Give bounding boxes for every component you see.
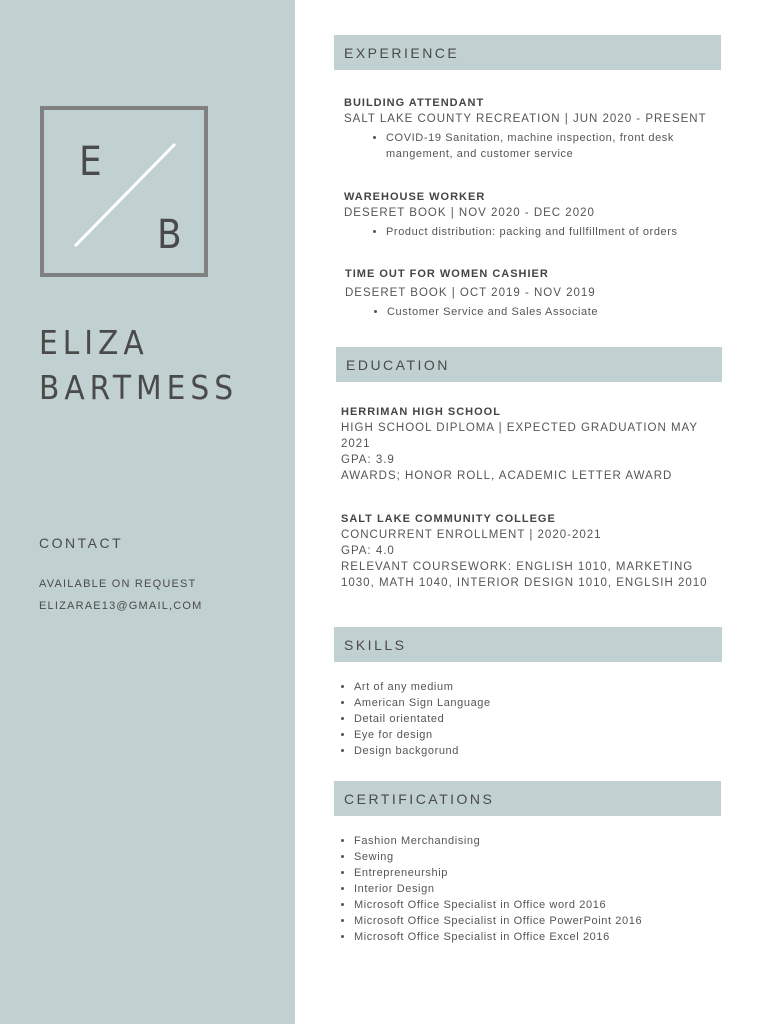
skills-header-label: SKILLS [344, 636, 407, 653]
education-entry-1 [341, 404, 726, 484]
school-name: HERRIMAN HIGH SCHOOL [341, 406, 501, 418]
certifications-header-label: CERTIFICATIONS [344, 790, 495, 807]
skills-header [334, 627, 722, 662]
certifications-header [334, 781, 721, 816]
job-bullets [344, 224, 734, 240]
job-org: DESERET BOOK | NOV 2020 - DEC 2020 [344, 207, 595, 219]
certification-item: • Entrepreneurship [354, 865, 642, 881]
contact-email[interactable]: ELIZARAE13@GMAIL,COM [39, 600, 203, 612]
certification-item: • Sewing [354, 849, 642, 865]
skill-item: • Design backgorund [354, 743, 491, 759]
job-bullet: • Product distribution: packing and fullfillment of orders [386, 224, 734, 240]
job-bullets [344, 130, 734, 162]
job-bullets [345, 304, 735, 320]
skill-item: • American Sign Language [354, 695, 491, 711]
experience-entry-3 [345, 266, 735, 320]
school-awards: AWARDS; HONOR ROLL, ACADEMIC LETTER AWARD [341, 470, 673, 482]
experience-header [334, 35, 721, 70]
contact-title: CONTACT [39, 535, 124, 551]
sidebar [0, 0, 295, 1024]
job-title: BUILDING ATTENDANT [344, 97, 485, 109]
certifications-list [336, 833, 642, 945]
education-header-label: EDUCATION [346, 356, 450, 373]
contact-availability: AVAILABLE ON REQUEST [39, 578, 197, 590]
job-title: WAREHOUSE WORKER [344, 191, 486, 203]
skills-list [336, 679, 491, 759]
school-detail: HIGH SCHOOL DIPLOMA | EXPECTED GRADUATION MAY 2021 [341, 422, 698, 450]
certification-item: • Microsoft Office Specialist in Office Excel 2016 [354, 929, 642, 945]
school-detail: CONCURRENT ENROLLMENT | 2020-2021 [341, 529, 602, 541]
monogram-letter-second: B [157, 212, 182, 258]
certification-item: • Interior Design [354, 881, 642, 897]
school-gpa: GPA: 4.0 [341, 545, 395, 557]
certification-item: • Microsoft Office Specialist in Office word 2016 [354, 897, 642, 913]
skill-item: • Art of any medium [354, 679, 491, 695]
job-org: DESERET BOOK | OCT 2019 - NOV 2019 [345, 287, 596, 299]
first-name: ELIZA [39, 323, 149, 362]
monogram-logo [40, 106, 208, 277]
certification-item: • Fashion Merchandising [354, 833, 642, 849]
experience-entry-2 [344, 189, 734, 240]
experience-header-label: EXPERIENCE [344, 44, 460, 61]
school-gpa: GPA: 3.9 [341, 454, 395, 466]
job-bullet: • COVID-19 Sanitation, machine inspection, front desk mangement, and customer service [386, 130, 696, 162]
school-coursework: RELEVANT COURSEWORK: ENGLISH 1010, MARKETING 1030, MATH 1040, INTERIOR DESIGN 1010, ENGLSIH 2010 [341, 561, 708, 589]
education-header [336, 347, 722, 382]
skill-item: • Detail orientated [354, 711, 491, 727]
school-name: SALT LAKE COMMUNITY COLLEGE [341, 513, 556, 525]
education-entry-2 [341, 511, 731, 591]
full-name [39, 320, 238, 410]
job-org: SALT LAKE COUNTY RECREATION | JUN 2020 - PRESENT [344, 113, 707, 125]
certification-item: • Microsoft Office Specialist in Office PowerPoint 2016 [354, 913, 642, 929]
job-bullet: • Customer Service and Sales Associate [387, 304, 735, 320]
last-name: BARTMESS [39, 368, 239, 407]
skill-item: • Eye for design [354, 727, 491, 743]
experience-entry-1 [344, 95, 734, 162]
job-title: TIME OUT FOR WOMEN CASHIER [345, 268, 549, 280]
monogram-letter-first: E [79, 139, 102, 185]
